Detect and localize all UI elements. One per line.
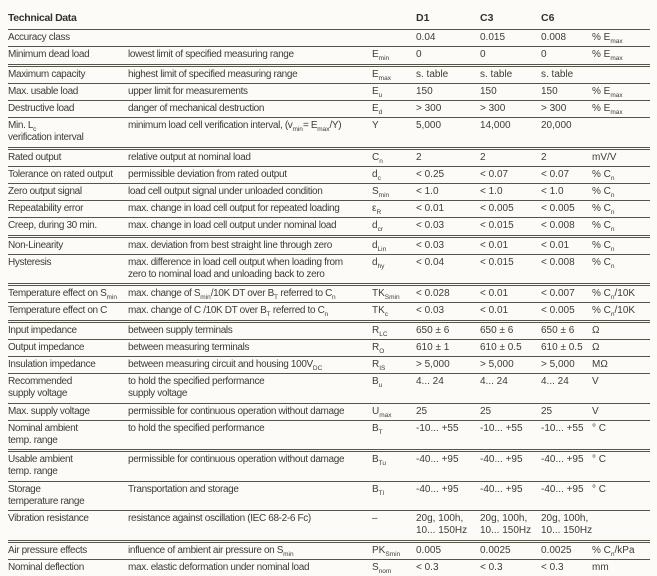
value-c6: 610 ± 0.5 bbox=[541, 341, 583, 353]
parameter-symbol: $S_{min}$ bbox=[372, 186, 390, 200]
parameter-description: between measuring terminals bbox=[128, 341, 250, 353]
parameter-name: Temperature effect on C bbox=[8, 305, 108, 317]
value-c3: < 0.01 bbox=[480, 288, 509, 300]
parameter-name: Input impedance bbox=[8, 324, 77, 336]
value-c6: s. table bbox=[541, 68, 574, 80]
table-row bbox=[8, 166, 650, 183]
value-c3: -40... +95 bbox=[480, 483, 523, 495]
parameter-symbol: $E_d$ bbox=[372, 103, 383, 117]
table-row bbox=[8, 30, 650, 46]
parameter-description: between supply terminals bbox=[128, 324, 233, 336]
unit: MΩ bbox=[592, 359, 608, 371]
table-row bbox=[8, 403, 650, 420]
value-d1: 4... 24 bbox=[416, 376, 444, 388]
value-c3: -40... +95 bbox=[480, 454, 523, 466]
parameter-name: Destructive load bbox=[8, 103, 75, 115]
parameter-name: Tolerance on rated output bbox=[8, 168, 113, 180]
value-c6: 0 bbox=[541, 49, 547, 61]
parameter-name: Air pressure effects bbox=[8, 544, 87, 556]
parameter-symbol: $R_{LC}$ bbox=[372, 324, 388, 338]
column-header-d1: D1 bbox=[416, 12, 430, 24]
table-row bbox=[8, 46, 650, 63]
value-c6: < 0.07 bbox=[541, 168, 570, 180]
value-c6: > 300 bbox=[541, 103, 567, 115]
value-c6: 20g, 100h, 10... 150Hz bbox=[541, 513, 593, 537]
value-c6: < 1.0 bbox=[541, 186, 564, 198]
value-c3: 20g, 100h, 10... 150Hz bbox=[480, 513, 532, 537]
value-c3: 0.015 bbox=[480, 32, 506, 44]
parameter-name: Repeatability error bbox=[8, 203, 84, 215]
table-row bbox=[8, 183, 650, 200]
parameter-name: Output impedance bbox=[8, 341, 85, 353]
parameter-name: Min. $L_c$ verification interval bbox=[8, 120, 84, 144]
unit: % $C_n$/kPa bbox=[592, 544, 635, 558]
parameter-name: Vibration resistance bbox=[8, 513, 89, 525]
value-d1: < 1.0 bbox=[416, 186, 439, 198]
parameter-name: Maximum capacity bbox=[8, 68, 86, 80]
value-c3: > 300 bbox=[480, 103, 506, 115]
value-c6: 0.008 bbox=[541, 32, 567, 44]
unit: % $E_{max}$ bbox=[592, 49, 623, 63]
value-d1: 25 bbox=[416, 405, 428, 417]
value-c3: 610 ± 0.5 bbox=[480, 341, 522, 353]
parameter-description: permissible deviation from rated output bbox=[128, 168, 287, 180]
parameter-name: Storage temperature range bbox=[8, 483, 85, 507]
page-title: Technical Data bbox=[8, 12, 77, 24]
value-c6: 2 bbox=[541, 151, 547, 163]
unit: ° C bbox=[592, 454, 606, 466]
parameter-name: Recommended supply voltage bbox=[8, 376, 72, 400]
parameter-description: load cell output signal under unloaded condition bbox=[128, 186, 323, 198]
unit: % $C_n$ bbox=[592, 220, 615, 234]
parameter-symbol: $TK_{Smin}$ bbox=[372, 288, 400, 302]
parameter-name: Minimum dead load bbox=[8, 49, 90, 61]
parameter-symbol: $B_{Tu}$ bbox=[372, 454, 387, 468]
parameter-description: minimum load cell verification interval, $(v_{min}= E_{max}/Y)$ bbox=[128, 120, 342, 134]
parameter-symbol: $E_u$ bbox=[372, 85, 383, 99]
value-d1: < 0.04 bbox=[416, 256, 445, 268]
parameter-description: influence of ambient air pressure on $S_{min}$ bbox=[128, 544, 294, 558]
table-row bbox=[8, 540, 650, 559]
value-c3: 25 bbox=[480, 405, 492, 417]
parameter-name: Accuracy class bbox=[8, 32, 70, 44]
value-c3: 4... 24 bbox=[480, 376, 508, 388]
value-c6: < 0.005 bbox=[541, 203, 575, 215]
unit: V bbox=[592, 376, 599, 388]
parameter-name: Creep, during 30 min. bbox=[8, 220, 97, 232]
unit: % $C_n/10K$ bbox=[592, 288, 636, 302]
value-d1: < 0.03 bbox=[416, 305, 445, 317]
parameter-name: Nominal ambient temp. range bbox=[8, 422, 78, 447]
table-row bbox=[8, 339, 650, 356]
table-row bbox=[8, 64, 650, 83]
parameter-description: between measuring circuit and housing $100V_{DC}$ bbox=[128, 359, 323, 373]
value-c3: 650 ± 6 bbox=[480, 324, 514, 336]
unit: % $C_n$ bbox=[592, 203, 615, 217]
parameter-name: Insulation impedance bbox=[8, 359, 96, 371]
unit: V bbox=[592, 405, 599, 417]
unit: % $C_n$ bbox=[592, 186, 615, 200]
value-c3: 2 bbox=[480, 151, 486, 163]
value-c6: -40... +95 bbox=[541, 454, 584, 466]
value-d1: -10... +55 bbox=[416, 422, 459, 434]
value-d1: < 0.028 bbox=[416, 288, 450, 300]
value-c3: 0.0025 bbox=[480, 544, 511, 556]
value-d1: > 5,000 bbox=[416, 359, 450, 371]
value-c3: 150 bbox=[480, 85, 497, 97]
table-row bbox=[8, 420, 650, 449]
table-body bbox=[8, 30, 650, 576]
value-d1: 650 ± 6 bbox=[416, 324, 450, 336]
unit: % $E_{max}$ bbox=[592, 103, 623, 117]
table-row bbox=[8, 200, 650, 217]
parameter-name: Usable ambient temp. range bbox=[8, 454, 73, 478]
parameter-symbol: $d_{Lin}$ bbox=[372, 239, 387, 253]
value-c3: < 1.0 bbox=[480, 186, 503, 198]
parameter-description: relative output at nominal load bbox=[128, 151, 251, 163]
parameter-description: highest limit of specified measuring range bbox=[128, 68, 298, 80]
value-d1: < 0.25 bbox=[416, 168, 445, 180]
table-row bbox=[8, 302, 650, 319]
unit: % $C_n$ bbox=[592, 168, 615, 182]
parameter-name: Non-Linearity bbox=[8, 239, 63, 251]
value-c6: 150 bbox=[541, 85, 558, 97]
unit: Ω bbox=[592, 324, 600, 336]
unit: % $E_{max}$ bbox=[592, 32, 623, 46]
parameter-symbol: $PK_{Smin}$ bbox=[372, 544, 401, 558]
value-c6: > 5,000 bbox=[541, 359, 575, 371]
parameter-symbol: $\varepsilon_R$ bbox=[372, 203, 382, 217]
technical-data-table bbox=[8, 8, 650, 576]
unit: ° C bbox=[592, 483, 606, 495]
value-d1: < 0.03 bbox=[416, 220, 445, 232]
value-c6: 4... 24 bbox=[541, 376, 569, 388]
value-c6: < 0.005 bbox=[541, 305, 575, 317]
value-c3: < 0.01 bbox=[480, 239, 509, 251]
unit: mV/V bbox=[592, 151, 617, 163]
parameter-symbol: Y bbox=[372, 120, 379, 132]
value-d1: < 0.03 bbox=[416, 239, 445, 251]
value-c3: -10... +55 bbox=[480, 422, 523, 434]
value-d1: 0.005 bbox=[416, 544, 442, 556]
parameter-description: max. change of $S_{min}/10K$ DT over $B_T$ referred to $C_n$ bbox=[128, 288, 336, 302]
value-d1: s. table bbox=[416, 68, 449, 80]
unit: % $C_n$ bbox=[592, 239, 615, 253]
value-c6: 650 ± 6 bbox=[541, 324, 575, 336]
parameter-symbol: $C_n$ bbox=[372, 151, 383, 165]
value-c6: 0.0025 bbox=[541, 544, 572, 556]
parameter-symbol: – bbox=[372, 513, 378, 525]
value-c3: < 0.01 bbox=[480, 305, 509, 317]
value-d1: 5,000 bbox=[416, 120, 442, 132]
table-row bbox=[8, 559, 650, 576]
value-d1: 0.04 bbox=[416, 32, 436, 44]
value-c3: < 0.015 bbox=[480, 256, 514, 268]
value-d1: -40... +95 bbox=[416, 454, 459, 466]
parameter-description: max. difference in load cell output when loading from zero to nominal load and unloading back to zero bbox=[128, 256, 343, 281]
value-c3: < 0.3 bbox=[480, 561, 503, 573]
table-row bbox=[8, 254, 650, 283]
value-c6: < 0.008 bbox=[541, 256, 575, 268]
column-header-c6: C6 bbox=[541, 12, 555, 24]
parameter-symbol: $B_T$ bbox=[372, 422, 383, 436]
parameter-symbol: $TK_c$ bbox=[372, 305, 389, 319]
value-d1: 20g, 100h, 10... 150Hz bbox=[416, 513, 468, 537]
parameter-description: to hold the specified performance supply voltage bbox=[128, 376, 265, 400]
value-c6: -10... +55 bbox=[541, 422, 584, 434]
value-c6: < 0.01 bbox=[541, 239, 570, 251]
parameter-name: Max. supply voltage bbox=[8, 405, 90, 417]
table-row bbox=[8, 283, 650, 302]
value-c3: > 5,000 bbox=[480, 359, 514, 371]
table-row bbox=[8, 481, 650, 510]
parameter-description: permissible for continuous operation without damage bbox=[128, 454, 345, 466]
value-c3: < 0.005 bbox=[480, 203, 514, 215]
value-c6: < 0.008 bbox=[541, 220, 575, 232]
parameter-description: upper limit for measurements bbox=[128, 85, 248, 97]
value-d1: 150 bbox=[416, 85, 433, 97]
unit: % $C_n$ bbox=[592, 256, 615, 270]
table-row bbox=[8, 100, 650, 117]
parameter-symbol: $B_u$ bbox=[372, 376, 383, 390]
parameter-symbol: $B_{Tl}$ bbox=[372, 483, 385, 497]
table-row bbox=[8, 83, 650, 100]
parameter-symbol: $d_{hy}$ bbox=[372, 256, 385, 270]
parameter-description: permissible for continuous operation without damage bbox=[128, 405, 345, 417]
parameter-name: Max. usable load bbox=[8, 85, 79, 97]
parameter-description: max. change of C /10K DT over $B_T$ referred to $C_n$ bbox=[128, 305, 329, 319]
parameter-description: lowest limit of specified measuring range bbox=[128, 49, 294, 61]
parameter-symbol: $U_{max}$ bbox=[372, 405, 392, 419]
table-row bbox=[8, 510, 650, 539]
value-d1: < 0.3 bbox=[416, 561, 439, 573]
value-c3: 14,000 bbox=[480, 120, 511, 132]
value-d1: 610 ± 1 bbox=[416, 341, 450, 353]
unit: mm bbox=[592, 561, 609, 573]
value-c6: 25 bbox=[541, 405, 553, 417]
parameter-description: danger of mechanical destruction bbox=[128, 103, 265, 115]
value-c3: < 0.015 bbox=[480, 220, 514, 232]
column-header-c3: C3 bbox=[480, 12, 494, 24]
value-d1: 2 bbox=[416, 151, 422, 163]
value-c3: s. table bbox=[480, 68, 513, 80]
parameter-description: max. change in load cell output for repeated loading bbox=[128, 203, 340, 215]
table-header-row bbox=[8, 8, 650, 30]
parameter-name: Nominal deflection bbox=[8, 561, 84, 573]
table-row bbox=[8, 217, 650, 234]
table-row bbox=[8, 373, 650, 402]
unit: ° C bbox=[592, 422, 606, 434]
parameter-description: resistance against oscillation (IEC 68-2-6 Fc) bbox=[128, 513, 311, 525]
value-c6: -40... +95 bbox=[541, 483, 584, 495]
table-row bbox=[8, 356, 650, 373]
parameter-symbol: $E_{max}$ bbox=[372, 68, 391, 82]
value-d1: < 0.01 bbox=[416, 203, 445, 215]
unit: % $E_{max}$ bbox=[592, 85, 623, 99]
parameter-name: Temperature effect on $S_{min}$ bbox=[8, 288, 117, 302]
parameter-symbol: $d_c$ bbox=[372, 168, 381, 182]
parameter-description: max. change in load cell output under nominal load bbox=[128, 220, 337, 232]
table-row bbox=[8, 147, 650, 166]
value-c6: < 0.3 bbox=[541, 561, 564, 573]
value-d1: 0 bbox=[416, 49, 422, 61]
parameter-description: to hold the specified performance bbox=[128, 422, 265, 434]
parameter-name: Zero output signal bbox=[8, 186, 82, 198]
parameter-symbol: $d_{cr}$ bbox=[372, 220, 383, 234]
parameter-symbol: $R_{IS}$ bbox=[372, 359, 386, 373]
parameter-description: max. deviation from best straight line through zero bbox=[128, 239, 332, 251]
parameter-symbol: $E_{min}$ bbox=[372, 49, 390, 63]
value-c3: 0 bbox=[480, 49, 486, 61]
value-d1: -40... +95 bbox=[416, 483, 459, 495]
value-c6: < 0.007 bbox=[541, 288, 575, 300]
unit: Ω bbox=[592, 341, 600, 353]
unit: % $C_n/10K$ bbox=[592, 305, 636, 319]
value-d1: > 300 bbox=[416, 103, 442, 115]
value-c6: 20,000 bbox=[541, 120, 572, 132]
table-row bbox=[8, 449, 650, 480]
parameter-symbol: $R_O$ bbox=[372, 341, 385, 355]
parameter-description: max. elastic deformation under nominal load bbox=[128, 561, 310, 573]
table-row bbox=[8, 235, 650, 254]
parameter-description: Transportation and storage bbox=[128, 483, 239, 495]
parameter-symbol: $S_{nom}$ bbox=[372, 561, 392, 575]
value-c3: < 0.07 bbox=[480, 168, 509, 180]
parameter-name: Rated output bbox=[8, 151, 62, 163]
table-row bbox=[8, 117, 650, 146]
parameter-name: Hysteresis bbox=[8, 256, 52, 268]
table-row bbox=[8, 320, 650, 339]
